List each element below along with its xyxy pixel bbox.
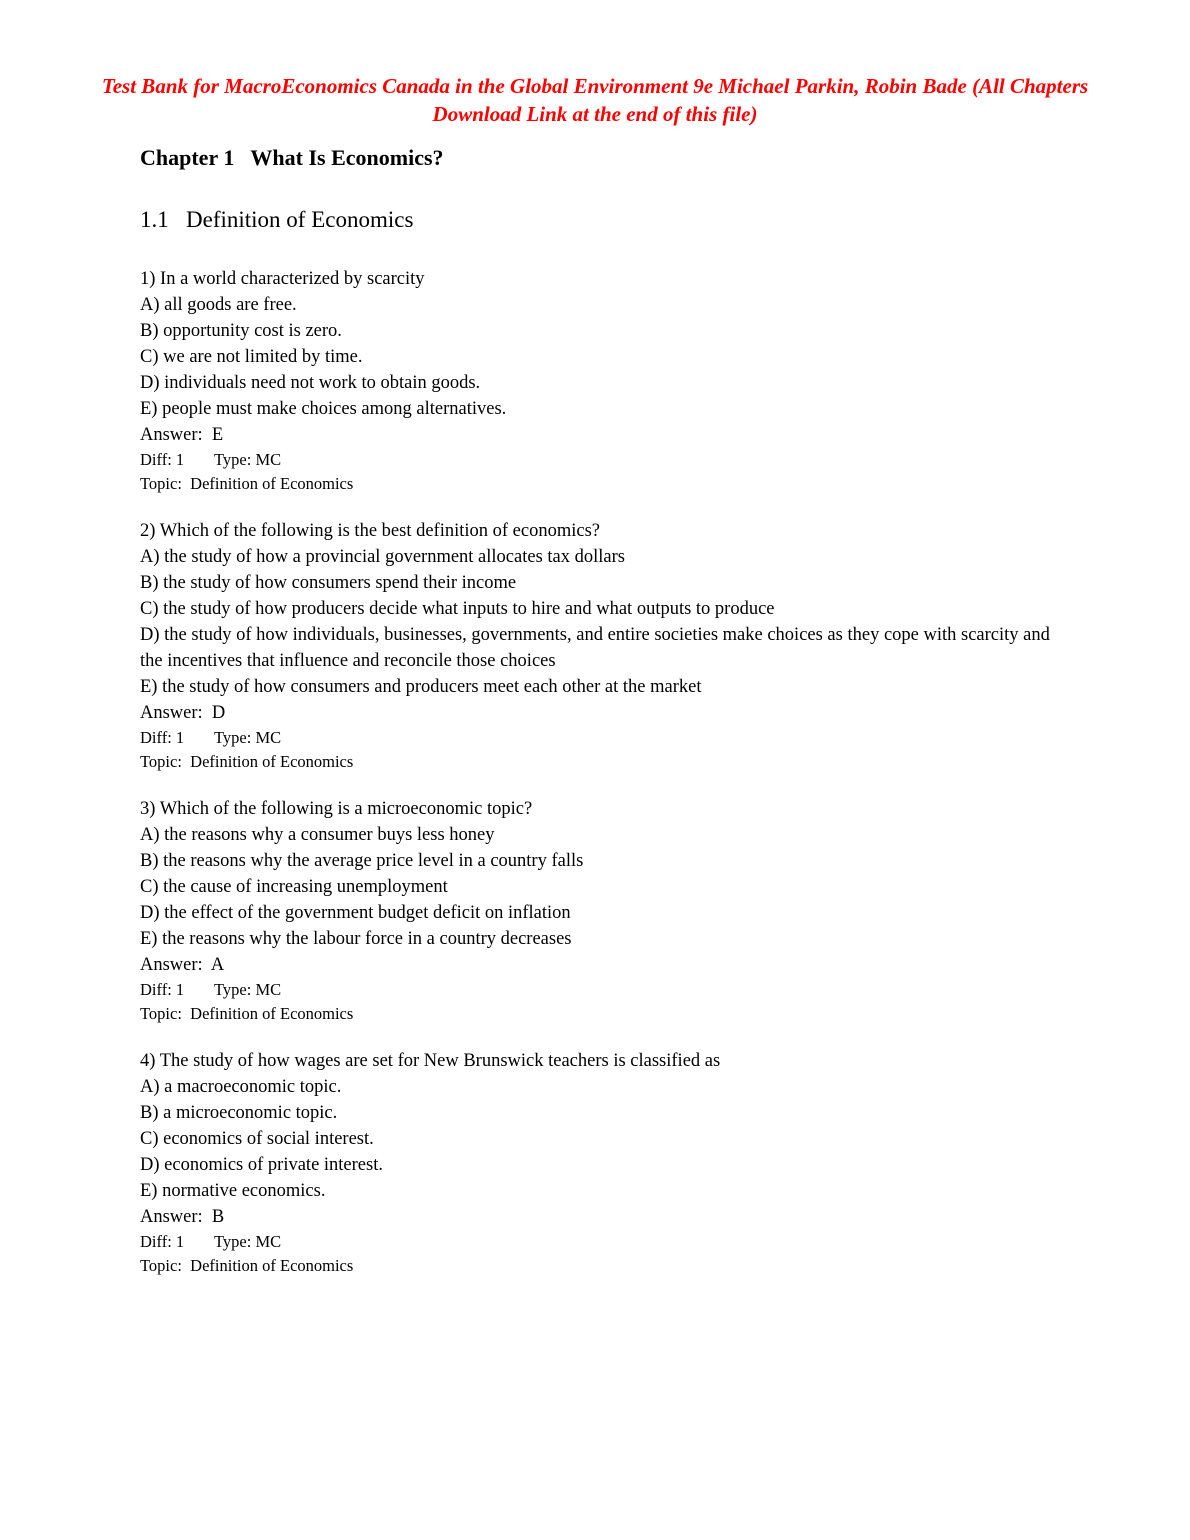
option-b: B) the reasons why the average price level in a country falls xyxy=(140,851,584,871)
option-e: E) the study of how consumers and producers meet each other at the market xyxy=(140,677,702,697)
option-a: A) the reasons why a consumer buys less honey xyxy=(140,825,495,845)
question-list xyxy=(140,266,1060,1300)
option-e: E) people must make choices among alternatives. xyxy=(140,399,507,419)
difficulty: Diff: 1 xyxy=(140,1232,185,1251)
question-4 xyxy=(140,1048,1060,1278)
diff-type-row xyxy=(140,1230,1060,1254)
option-b: B) the study of how consumers spend their income xyxy=(140,573,517,593)
option-e: E) the reasons why the labour force in a country decreases xyxy=(140,929,572,949)
question-stem: 2) Which of the following is the best definition of economics? xyxy=(140,521,600,541)
question-stem: 4) The study of how wages are set for New Brunswick teachers is classified as xyxy=(140,1051,721,1071)
diff-type-row xyxy=(140,448,1060,472)
topic: Topic: Definition of Economics xyxy=(140,1004,354,1023)
question-type: Type: MC xyxy=(214,1232,282,1251)
option-d: D) the study of how individuals, businesses, governments, and entire societies make choices as they cope with scarcity and the incentives that influence and reconcile those choices xyxy=(140,625,1050,671)
option-b: B) opportunity cost is zero. xyxy=(140,321,342,341)
option-a: A) the study of how a provincial government allocates tax dollars xyxy=(140,547,625,567)
difficulty: Diff: 1 xyxy=(140,450,185,469)
diff-type-row xyxy=(140,726,1060,750)
section-heading: 1.1 Definition of Economics xyxy=(140,207,414,232)
option-c: C) the cause of increasing unemployment xyxy=(140,877,448,897)
option-c: C) economics of social interest. xyxy=(140,1129,374,1149)
question-2 xyxy=(140,518,1060,774)
question-type: Type: MC xyxy=(214,450,282,469)
difficulty: Diff: 1 xyxy=(140,728,185,747)
topic: Topic: Definition of Economics xyxy=(140,752,354,771)
option-c: C) we are not limited by time. xyxy=(140,347,363,367)
answer: Answer: E xyxy=(140,425,224,445)
chapter-heading: Chapter 1 What Is Economics? xyxy=(140,145,444,170)
question-3 xyxy=(140,796,1060,1026)
question-type: Type: MC xyxy=(214,728,282,747)
difficulty: Diff: 1 xyxy=(140,980,185,999)
question-type: Type: MC xyxy=(214,980,282,999)
question-1 xyxy=(140,266,1060,496)
option-a: A) all goods are free. xyxy=(140,295,297,315)
option-d: D) economics of private interest. xyxy=(140,1155,383,1175)
answer: Answer: B xyxy=(140,1207,225,1227)
topic: Topic: Definition of Economics xyxy=(140,1256,354,1275)
option-e: E) normative economics. xyxy=(140,1181,326,1201)
option-c: C) the study of how producers decide what inputs to hire and what outputs to produce xyxy=(140,599,775,619)
topic: Topic: Definition of Economics xyxy=(140,474,354,493)
answer: Answer: A xyxy=(140,955,225,975)
document-title: Test Bank for MacroEconomics Canada in the Global Environment 9e Michael Parkin, Robin Bade (All Chapters Download Link at the end of this file) xyxy=(101,74,1089,126)
option-a: A) a macroeconomic topic. xyxy=(140,1077,342,1097)
option-d: D) individuals need not work to obtain goods. xyxy=(140,373,481,393)
option-b: B) a microeconomic topic. xyxy=(140,1103,338,1123)
option-d: D) the effect of the government budget deficit on inflation xyxy=(140,903,571,923)
question-stem: 3) Which of the following is a microeconomic topic? xyxy=(140,799,533,819)
diff-type-row xyxy=(140,978,1060,1002)
question-stem: 1) In a world characterized by scarcity xyxy=(140,269,425,289)
answer: Answer: D xyxy=(140,703,226,723)
